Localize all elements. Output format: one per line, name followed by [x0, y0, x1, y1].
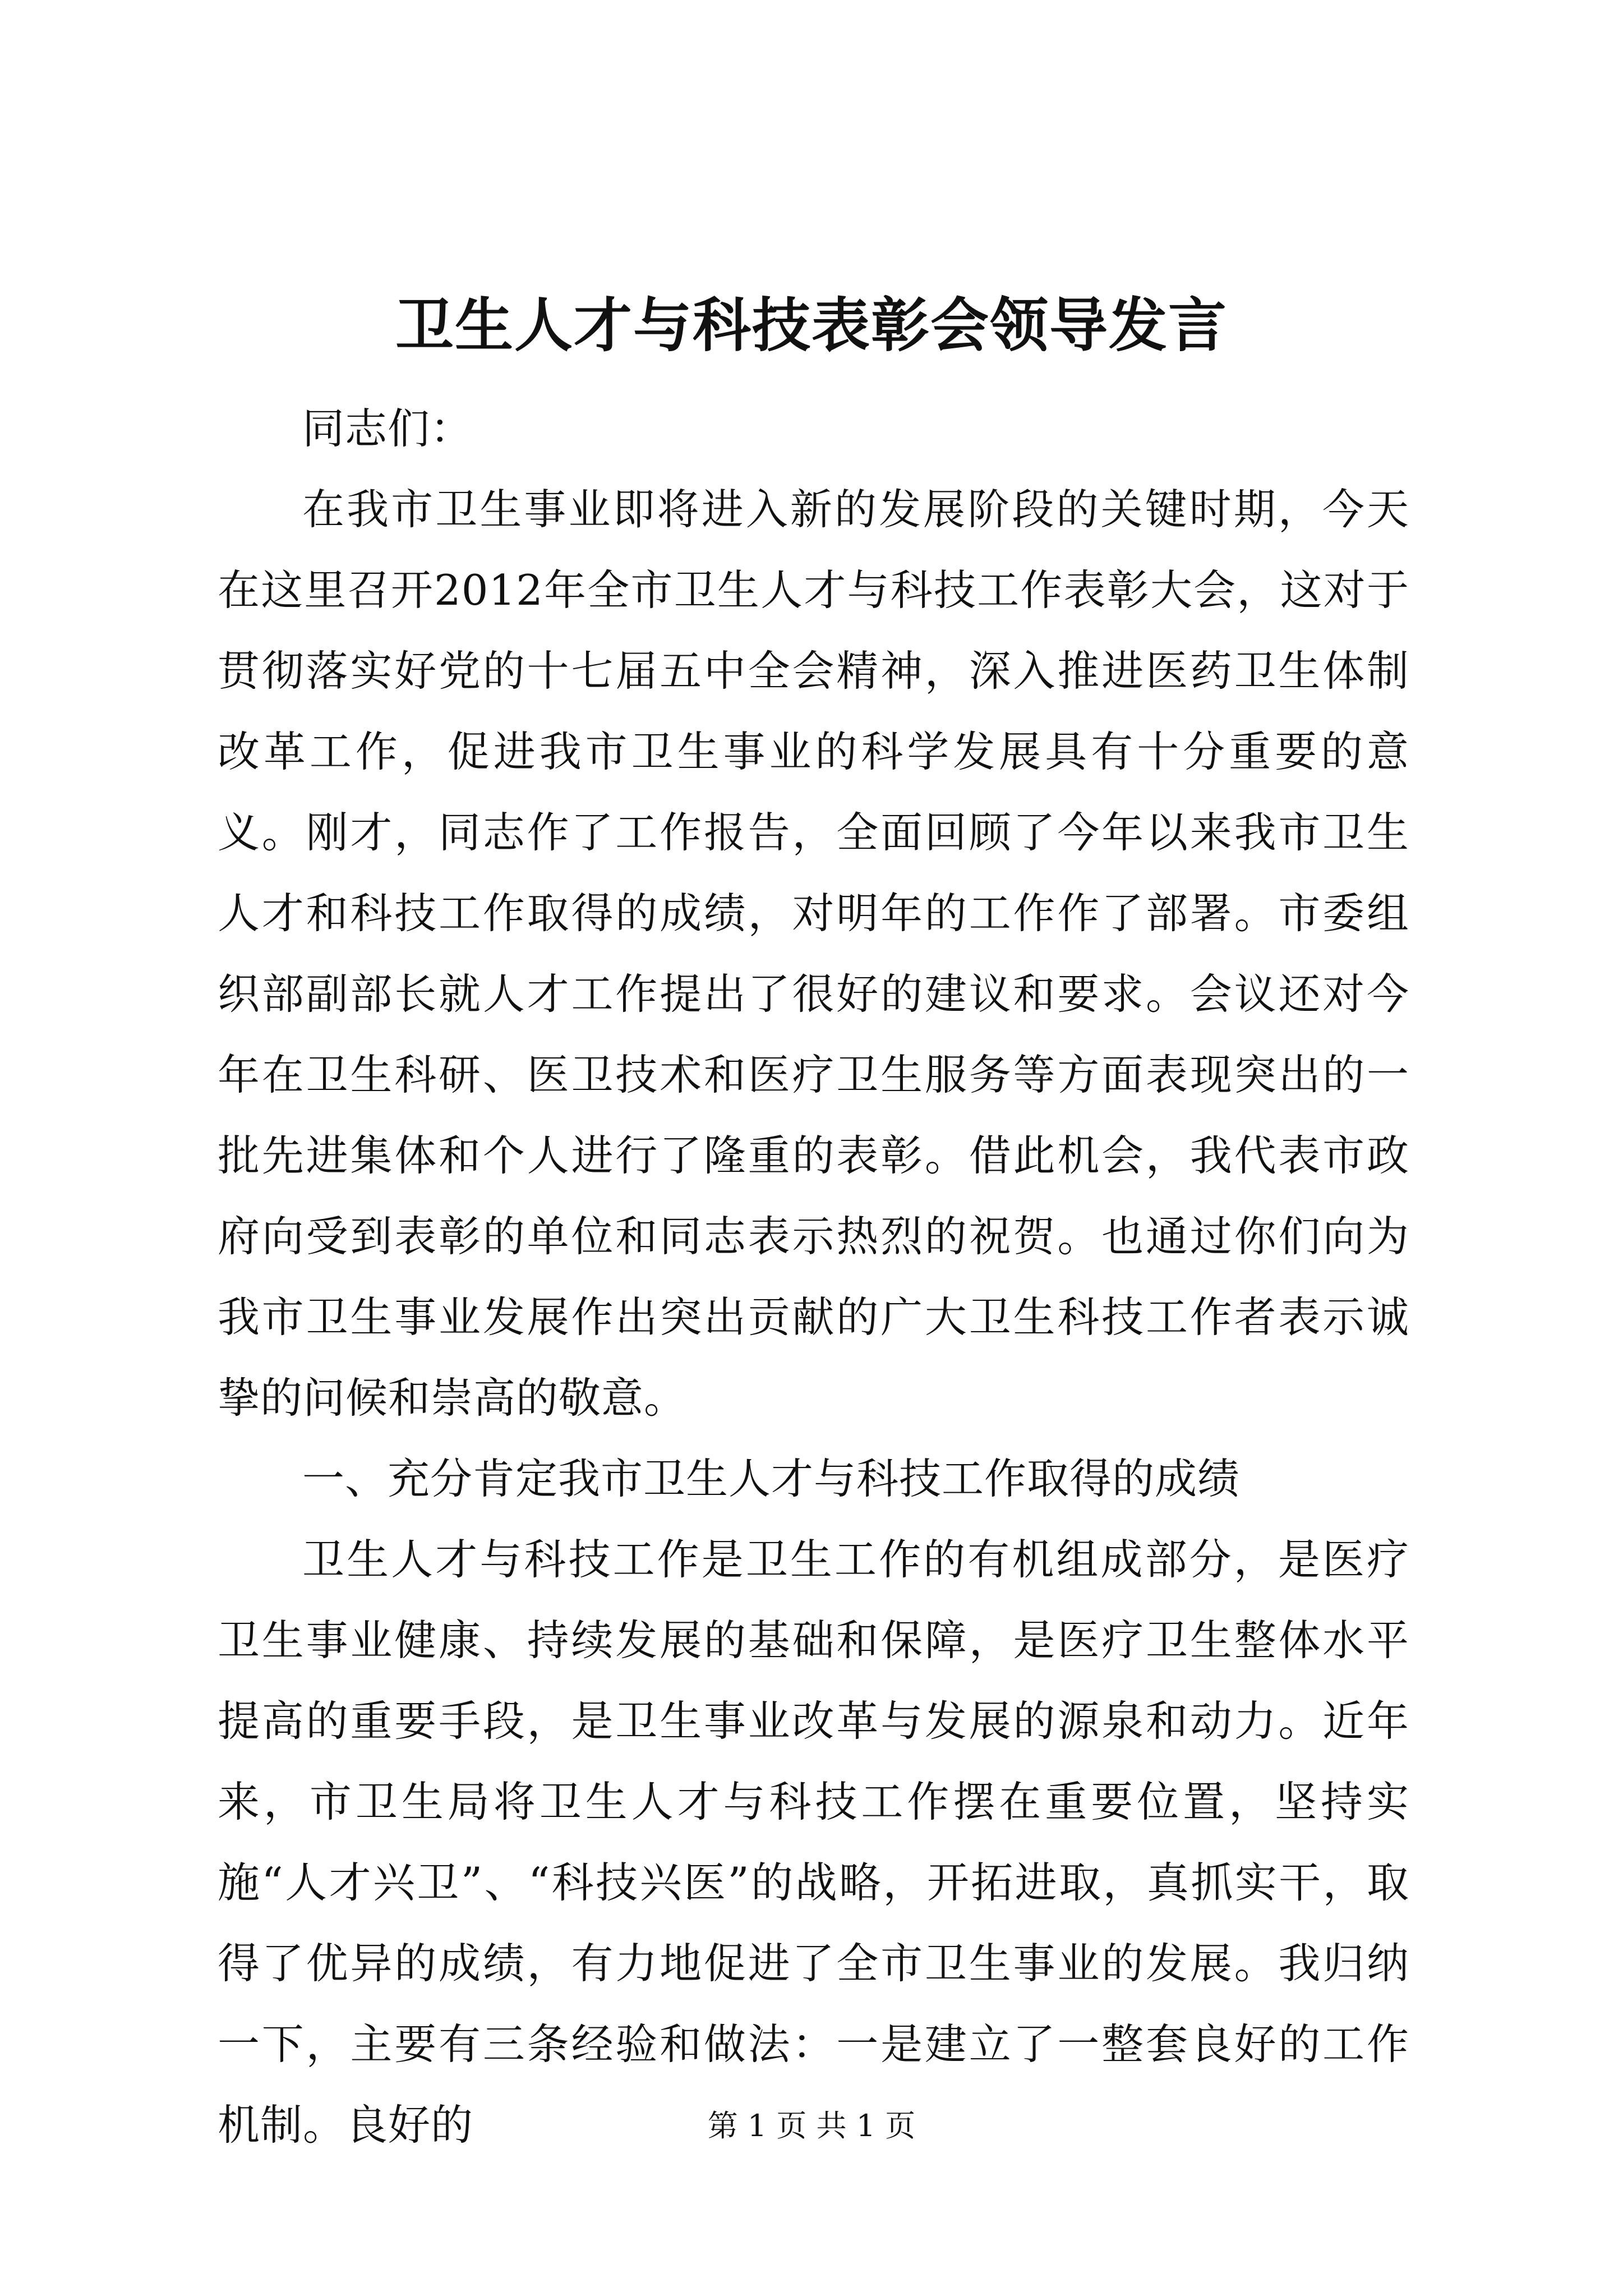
section-paragraph: 卫生人才与科技工作是卫生工作的有机组成部分，是医疗卫生事业健康、持续发展的基础和保障，是医疗卫生整体水平提高的重要手段，是卫生事业改革与发展的源泉和动力。近年来，市卫生局将卫生人才与科技工作摆在重要位置，坚持实施“人才兴卫”、“科技兴医”的战略，开拓进取，真抓实干，取得了优异的成绩，有力地促进了全市卫生事业的发展。我归纳一下，主要有三条经验和做法：一是建立了一整套良好的工作机制。良好的	[218, 1535, 1409, 2150]
opening-paragraph: 在我市卫生事业即将进入新的发展阶段的关键时期，今天在这里召开2012年全市卫生人才与科技工作表彰大会，这对于贯彻落实好党的十七届五中全会精神，深入推进医药卫生体制改革工作，促进我市卫生事业的科学发展具有十分重要的意义。刚才，同志作了工作报告，全面回顾了今年以来我市卫生人才和科技工作取得的成绩，对明年的工作作了部署。市委组织部副部长就人才工作提出了很好的建议和要求。会议还对今年在卫生科研、医卫技术和医疗卫生服务等方面表现突出的一批先进集体和个人进行了隆重的表彰。借此机会，我代表市政府向受到表彰的单位和同志表示热烈的祝贺。也通过你们向为我市卫生事业发展作出突出贡献的广大卫生科技工作者表示诚挚的问候和崇高的敬意。	[218, 485, 1409, 1423]
salutation-paragraph: 同志们：	[302, 404, 473, 453]
page-footer: 第 1 页 共 1 页	[707, 2108, 916, 2143]
document-body	[218, 388, 1409, 2165]
document-title: 卫生人才与科技表彰会领导发言	[395, 291, 1228, 360]
section-heading: 一、充分肯定我市卫生人才与科技工作取得的成绩	[302, 1454, 1241, 1503]
